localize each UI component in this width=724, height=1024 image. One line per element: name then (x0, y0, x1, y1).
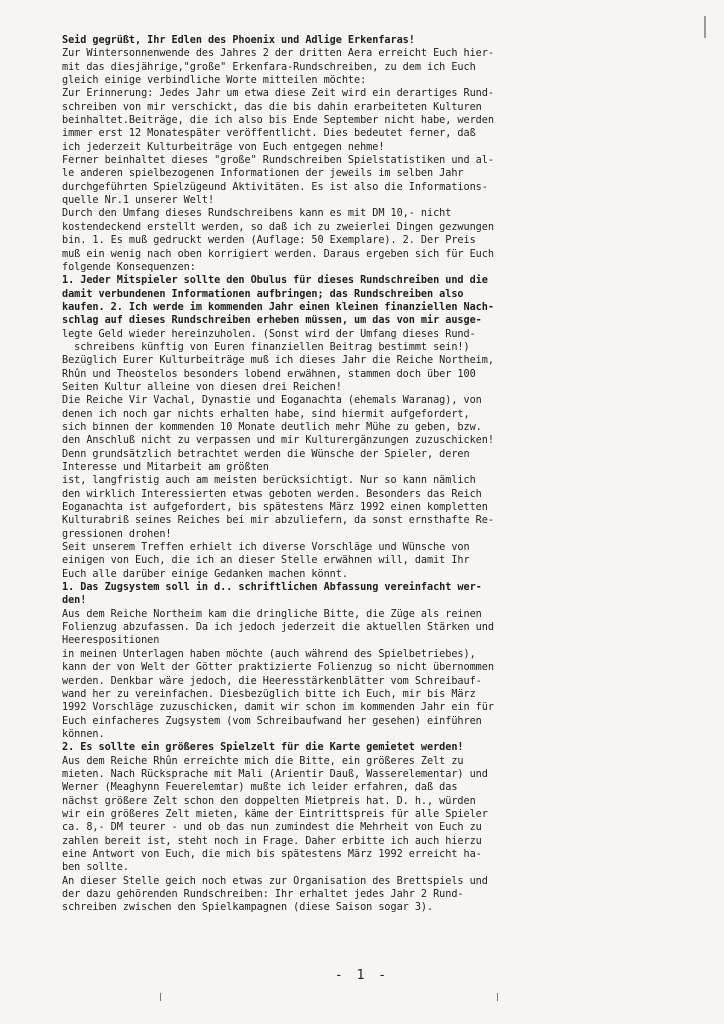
text-line: den Anschluß nicht zu verpassen und mir Kulturergänzungen zuzuschicken! (62, 435, 494, 447)
text-line: Seit unserem Treffen erhielt ich diverse Vorschläge und Wünsche von (62, 542, 470, 554)
text-line: Euch alle darüber einige Gedanken machen könnt. (62, 568, 348, 580)
text-line: mieten. Nach Rücksprache mit Mali (Arientir Dauß, Wasserelementar) und (62, 768, 488, 780)
text-line: der dazu gehörenden Rundschreiben: Ihr erhaltet jedes Jahr 2 Rund- (62, 889, 464, 900)
text-line: Ferner beinhaltet dieses "große" Rundschreiben Spielstatistiken und al- (62, 155, 494, 167)
text-line: zahlen bereit ist, steht noch in Frage. Daher erbitte ich auch hierzu (62, 835, 482, 847)
scan-mark (160, 993, 161, 1001)
text-line: 1. Das Zugsystem soll in d.. schriftlichen Abfassung vereinfacht wer- (62, 582, 482, 594)
text-line: kann der von Welt der Götter praktizierte Folienzug so nicht übernommen (62, 662, 494, 674)
text-line: Die Reiche Vir Vachal, Dynastie und Eoganachta (ehemals Waranag), von (62, 395, 482, 407)
text-line: schlag auf dieses Rundschreiben erheben müssen, um das von mir ausge- (62, 315, 482, 327)
text-line: Heerespositionen (62, 635, 160, 647)
text-line: schreiben zwischen den Spielkampagnen (diese Saison sogar 3). (62, 902, 434, 914)
text-line: gleich einige verbindliche Worte mitteilen möchte: (62, 75, 367, 87)
text-line: bin. 1. Es muß gedruckt werden (Auflage: 50 Exemplare). 2. Der Preis (62, 235, 476, 247)
text-line: Rhûn und Theostelos besonders lobend erwähnen, stammen doch über 100 (62, 368, 476, 380)
text-line: 1992 Vorschläge zuzuschicken, damit wir schon im kommenden Jahr ein für (62, 702, 494, 714)
text-line: in meinen Unterlagen haben möchte (auch während des Spielbetriebes), (62, 648, 476, 660)
text-line: Kulturabriß seines Reiches bei mir abzuliefern, da sonst ernsthafte Re- (62, 515, 494, 527)
text-line: eine Antwort von Euch, die mich bis spätestens März 1992 erreicht ha- (62, 848, 482, 860)
page-number: - 1 - (334, 968, 390, 983)
text-line: ist, langfristig auch am meisten berücksichtigt. Nur so kann nämlich (62, 475, 476, 487)
text-line: Aus dem Reiche Northeim kam die dringliche Bitte, die Züge als reinen (62, 608, 482, 620)
text-line: 2. Es sollte ein größeres Spielzelt für die Karte gemietet werden! (62, 742, 464, 754)
text-line: wir ein größeres Zelt mieten, käme der Eintrittspreis für alle Spieler (62, 808, 488, 820)
text-line: ca. 8,- DM teurer - und ob das nun zumindest die Mehrheit von Euch zu (62, 822, 482, 834)
text-line: mit das diesjährige,"große" Erkenfara-Rundschreiben, zu dem ich Euch (62, 61, 476, 73)
text-line: Durch den Umfang dieses Rundschreibens kann es mit DM 10,- nicht (62, 208, 452, 220)
text-line: immer erst 12 Monatespäter veröffentlicht. Dies bedeutet ferner, daß (62, 128, 476, 140)
text-line: werden. Denkbar wäre jedoch, die Heeresstärkenblätter vom Schreibauf- (62, 675, 482, 687)
text-line: schreiben von mir verschickt, das die bis dahin erarbeiteten Kulturen (62, 101, 482, 113)
text-line: Seid gegrüßt, Ihr Edlen des Phoenix und Adlige Erkenfaras! (62, 35, 415, 46)
text-line: Seiten Kultur alleine von diesen drei Reichen! (62, 381, 342, 393)
text-line: einigen von Euch, die ich an dieser Stelle erwähnen will, damit Ihr (62, 555, 470, 567)
text-line: den! (62, 595, 87, 607)
text-line: Aus dem Reiche Rhûn erreichte mich die Bitte, ein größeres Zelt zu (62, 755, 464, 767)
text-line: folgende Konsequenzen: (62, 261, 196, 273)
text-line: Euch einfacheres Zugsystem (vom Schreibaufwand her gesehen) einführen (62, 715, 482, 727)
text-line: können. (62, 728, 105, 740)
text-line: Zur Erinnerung: Jedes Jahr um etwa diese Zeit wird ein derartiges Rund- (62, 88, 494, 100)
text-line: legte Geld wieder hereinzuholen. (Sonst wird der Umfang dieses Rund- (62, 328, 476, 340)
text-line: schreibens künftig von Euren finanziellen Beitrag bestimmt sein!) (62, 341, 470, 353)
text-line: beinhaltet.Beiträge, die ich also bis Ende September nicht habe, werden (62, 115, 494, 127)
text-line: Eoganachta ist aufgefordert, bis spätestens März 1992 einen kompletten (62, 502, 488, 514)
text-line: sich binnen der kommenden 10 Monate deutlich mehr Mühe zu geben, bzw. (62, 421, 482, 433)
text-line: nächst größere Zelt schon den doppelten Mietpreis hat. D. h., würden (62, 795, 476, 807)
text-line: An dieser Stelle geich noch etwas zur Organisation des Brettspiels und (62, 875, 488, 887)
text-line: Folienzug abzufassen. Da ich jedoch jederzeit die aktuellen Stärken und (62, 622, 494, 634)
text-line: denen ich noch gar nichts erhalten habe, sind hiermit aufgefordert, (62, 408, 470, 420)
scan-mark (497, 993, 498, 1001)
text-line: ich jederzeit Kulturbeiträge von Euch entgegen nehme! (62, 141, 385, 153)
text-line: den wirklich Interessierten etwas geboten werden. Besonders das Reich (62, 488, 482, 500)
text-line: damit verbundenen Informationen aufbringen; das Rundschreiben also (62, 288, 464, 300)
text-line: Zur Wintersonnenwende des Jahres 2 der dritten Aera erreicht Euch hier- (62, 48, 494, 60)
text-line: Werner (Meaghynn Feuerelemtar) mußte ich leider erfahren, daß das (62, 782, 458, 794)
text-line: kostendeckend erstellt werden, so daß ich zu zweierlei Dingen gezwungen (62, 221, 494, 233)
text-line: le anderen spielbezogenen Informationen der jeweils im selben Jahr (62, 168, 464, 180)
text-line: gressionen drohen! (62, 528, 172, 540)
text-line: durchgeführten Spielzügeund Aktivitäten. Es ist also die Informations- (62, 181, 488, 193)
text-line: kaufen. 2. Ich werde im kommenden Jahr einen kleinen finanziellen Nach- (62, 301, 494, 313)
text-line: quelle Nr.1 unserer Welt! (62, 195, 215, 207)
text-line: Bezüglich Eurer Kulturbeiträge muß ich dieses Jahr die Reiche Northeim, (62, 355, 494, 367)
text-line: Denn grundsätzlich betrachtet werden die Wünsche der Spieler, deren (62, 448, 470, 460)
letter-body (62, 34, 574, 915)
text-line: ben sollte. (62, 862, 129, 874)
text-line: muß ein wenig nach oben korrigiert werden. Daraus ergeben sich für Euch (62, 248, 494, 260)
text-line: wand her zu vereinfachen. Diesbezüglich bitte ich Euch, mir bis März (62, 688, 476, 700)
text-line: 1. Jeder Mitspieler sollte den Obulus für dieses Rundschreiben und die (62, 275, 488, 287)
text-line: Interesse und Mitarbeit am größten (62, 462, 269, 473)
